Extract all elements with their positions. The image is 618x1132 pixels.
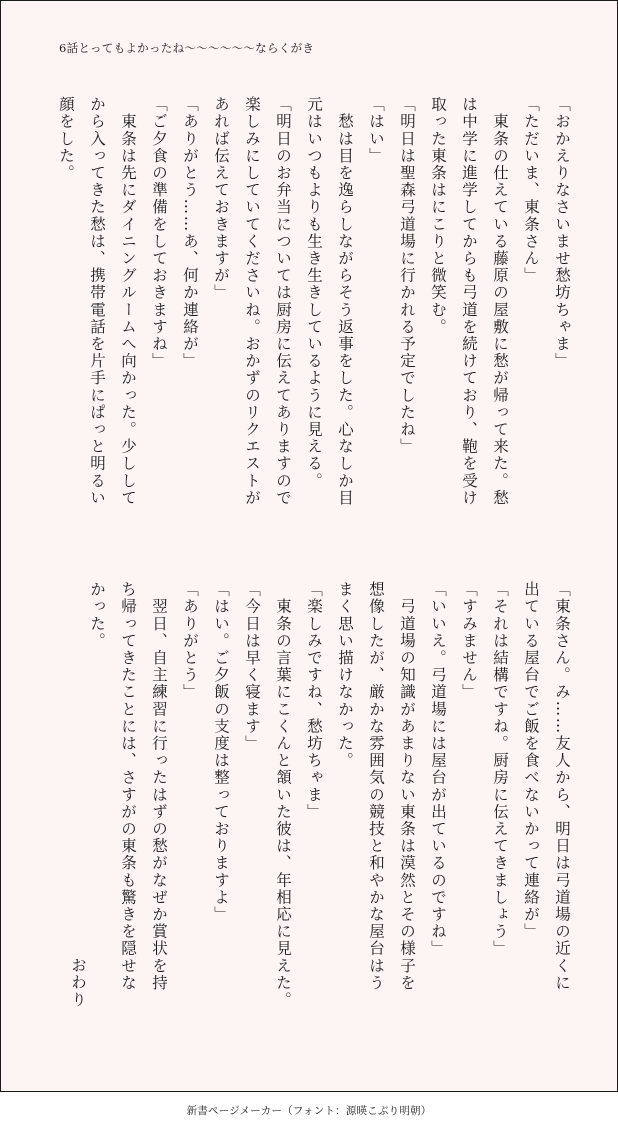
text-line: 「おかえりなさいませ愁坊ちゃま」: [553, 96, 571, 370]
text-line: 「ただいま、東条さん」: [522, 96, 540, 285]
text-line: 東条は先にダイニングルームへ向かった。少しして: [119, 96, 137, 507]
text-line: 弓道場の知識があまりない東条は漠然とその様子を: [398, 581, 416, 992]
text-line: 「今日は早く寝ます」: [243, 581, 261, 752]
text-line: 東条の言葉にこくんと頷いた彼は、年相応に見えた。: [274, 581, 292, 1009]
upper-text-block: [50, 96, 577, 541]
text-line: あれば伝えておきますが」: [212, 96, 230, 302]
text-line: 楽しみにしていてくださいね。おかずのリクエストが: [243, 96, 261, 507]
ending-text: おわり: [69, 957, 87, 1009]
text-line: 「すみません」: [460, 581, 478, 701]
text-line: ち帰ってきたことには、さすがの東条も驚きを隠せな: [119, 581, 137, 992]
text-line: 「はい」: [367, 96, 385, 165]
text-line: 「明日のお弁当については厨房に伝えてありますので: [274, 96, 292, 507]
text-line: 「それは結構ですね。厨房に伝えてきましょう」: [491, 581, 509, 958]
text-line: 「はい。ご夕飯の支度は整っておりますよ」: [212, 581, 230, 923]
text-line: 「明日は聖森弓道場に行かれる予定でしたね」: [398, 96, 416, 456]
text-line: 元はいつもよりも生き生きしているように見える。: [305, 96, 323, 490]
text-line: から入ってきた愁は、携帯電話を片手にぱっと明るい: [88, 96, 106, 507]
text-line: は中学に進学してからも弓道を続けており、鞄を受け: [460, 96, 478, 507]
text-line: 想像したが、厳かな雰囲気の競技と和やかな屋台はう: [367, 581, 385, 992]
text-line: 翌日、自主練習に行ったはずの愁がなぜか賞状を持: [150, 581, 168, 992]
text-line: 「ありがとう……あ、何か連絡が」: [181, 96, 199, 370]
page-title: 6話とってもよかったね〜〜〜〜〜〜ならくがき: [59, 41, 315, 55]
text-line: 「いいえ。弓道場には屋台が出ているのですね」: [429, 581, 447, 958]
text-line: 「ありがとう」: [181, 581, 199, 701]
text-line: かった。: [88, 581, 106, 650]
text-line: 「東条さん。み……友人から、明日は弓道場の近くに: [553, 581, 571, 992]
text-line: 取った東条はにこりと微笑む。: [429, 96, 447, 336]
lower-text-block: [81, 581, 577, 1021]
text-line: 「楽しみですね、愁坊ちゃま」: [305, 581, 323, 821]
text-line: 顔をした。: [57, 96, 75, 182]
text-line: 「ご夕食の準備をしておきますね」: [150, 96, 168, 370]
footer-credit: 新書ページメーカー（フォント：源暎こぶり明朝）: [186, 1105, 432, 1117]
text-line: 出ている屋台でご飯を食べないかって連絡が」: [522, 581, 540, 941]
text-line: まく思い描けなかった。: [336, 581, 354, 770]
text-line: 愁は目を逸らしながらそう返事をした。心なしか目: [336, 96, 354, 507]
text-line: 東条の仕えている藤原の屋敷に愁が帰って来た。愁: [491, 96, 509, 507]
